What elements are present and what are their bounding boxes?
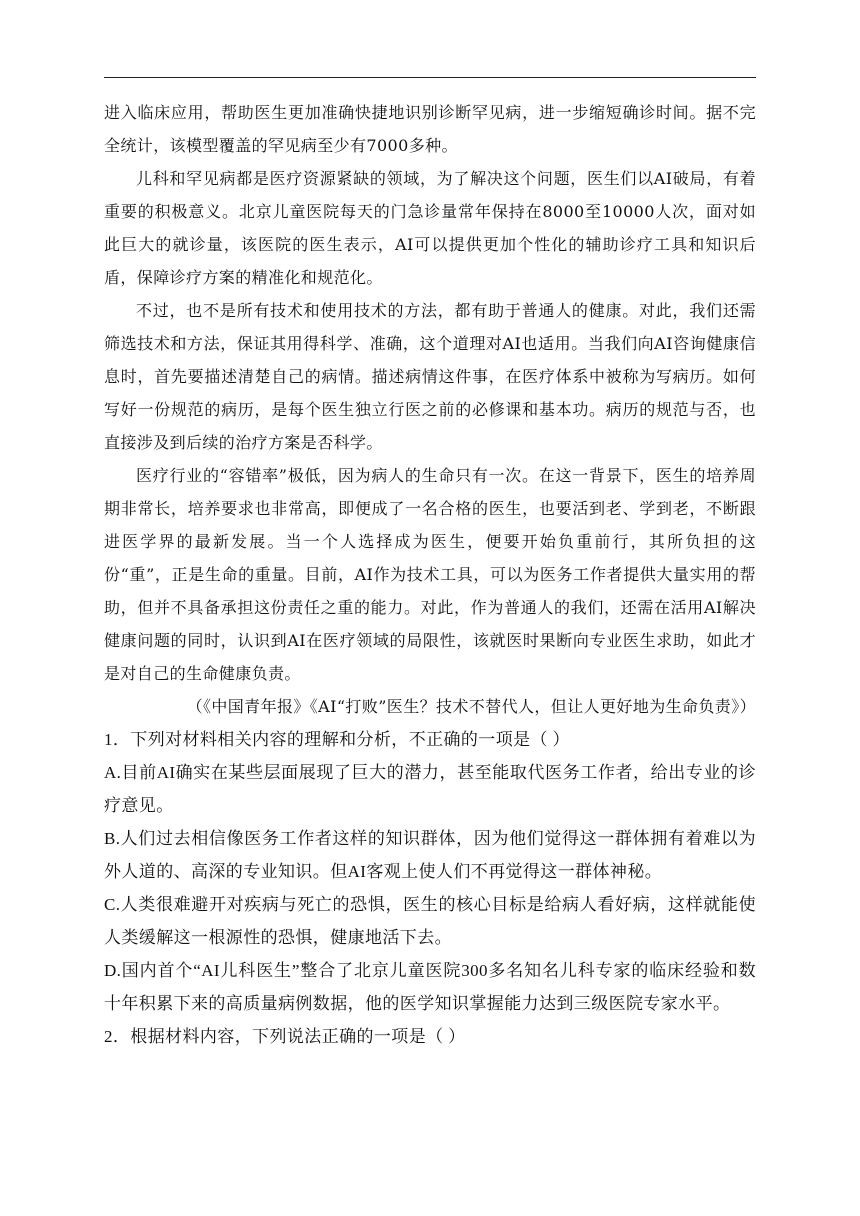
question-1-stem: 1．下列对材料相关内容的理解和分析，不正确的一项是（ ）: [104, 730, 570, 749]
question-1-option-b: B.人们过去相信像医务工作者这样的知识群体，因为他们觉得这一群体拥有着难以为外人道的、高深的专业知识。但AI客观上使人们不再觉得这一群体神秘。: [104, 829, 756, 881]
passage-paragraph: 医疗行业的“容错率”极低，因为病人的生命只有一次。在这一背景下，医生的培养周期非常长，培养要求也非常高，即便成了一名合格的医生，也要活到老、学到老，不断跟进医学界的最新发展。当一个人选择成为医生，便要开始负重前行，其所负担的这份“重”，正是生命的重量。目前，AI作为技术工具，可以为医务工作者提供大量实用的帮助，但并不具备承担这份责任之重的能力。对此，作为普通人的我们，还需在活用AI解决健康问题的同时，认识到AI在医疗领域的局限性，该就医时果断向专业医生求助，如此才是对自己的生命健康负责。: [104, 466, 756, 683]
question-1-option-a: A.目前AI确实在某些层面展现了巨大的潜力，甚至能取代医务工作者，给出专业的诊疗意见。: [104, 763, 756, 815]
question-1-option-d: D.国内首个“AI儿科医生”整合了北京儿童医院300多名知名儿科专家的临床经验和数十年积累下来的高质量病例数据，他的医学知识掌握能力达到三级医院专家水平。: [104, 961, 756, 1013]
question-1-option-c: C.人类很难避开对疾病与死亡的恐惧，医生的核心目标是给病人看好病，这样就能使人类缓解这一根源性的恐惧，健康地活下去。: [104, 895, 756, 947]
document-body: [104, 96, 756, 1053]
header-rule: [104, 77, 756, 78]
passage-paragraph: 儿科和罕见病都是医疗资源紧缺的领域，为了解决这个问题，医生们以AI破局，有着重要的积极意义。北京儿童医院每天的门急诊量常年保持在8000至10000人次，面对如此巨大的就诊量，该医院的医生表示，AI可以提供更加个性化的辅助诊疗工具和知识后盾，保障诊疗方案的精准化和规范化。: [104, 169, 756, 287]
passage-paragraph: 不过，也不是所有技术和使用技术的方法，都有助于普通人的健康。对此，我们还需筛选技术和方法，保证其用得科学、准确，这个道理对AI也适用。当我们向AI咨询健康信息时，首先要描述清楚自己的病情。描述病情这件事，在医疗体系中被称为写病历。如何写好一份规范的病历，是每个医生独立行医之前的必修课和基本功。病历的规范与否，也直接涉及到后续的治疗方案是否科学。: [104, 301, 756, 452]
passage-source: （《中国青年报》《AI“打败”医生？技术不替代人，但让人更好地为生命负责》）: [186, 697, 756, 716]
questions-section: [104, 723, 756, 1053]
question-2-stem: 2．根据材料内容，下列说法正确的一项是（ ）: [104, 1027, 466, 1046]
passage-paragraph-continued: 进入临床应用，帮助医生更加准确快捷地识别诊断罕见病，进一步缩短确诊时间。据不完全统计，该模型覆盖的罕见病至少有7000多种。: [104, 103, 756, 155]
